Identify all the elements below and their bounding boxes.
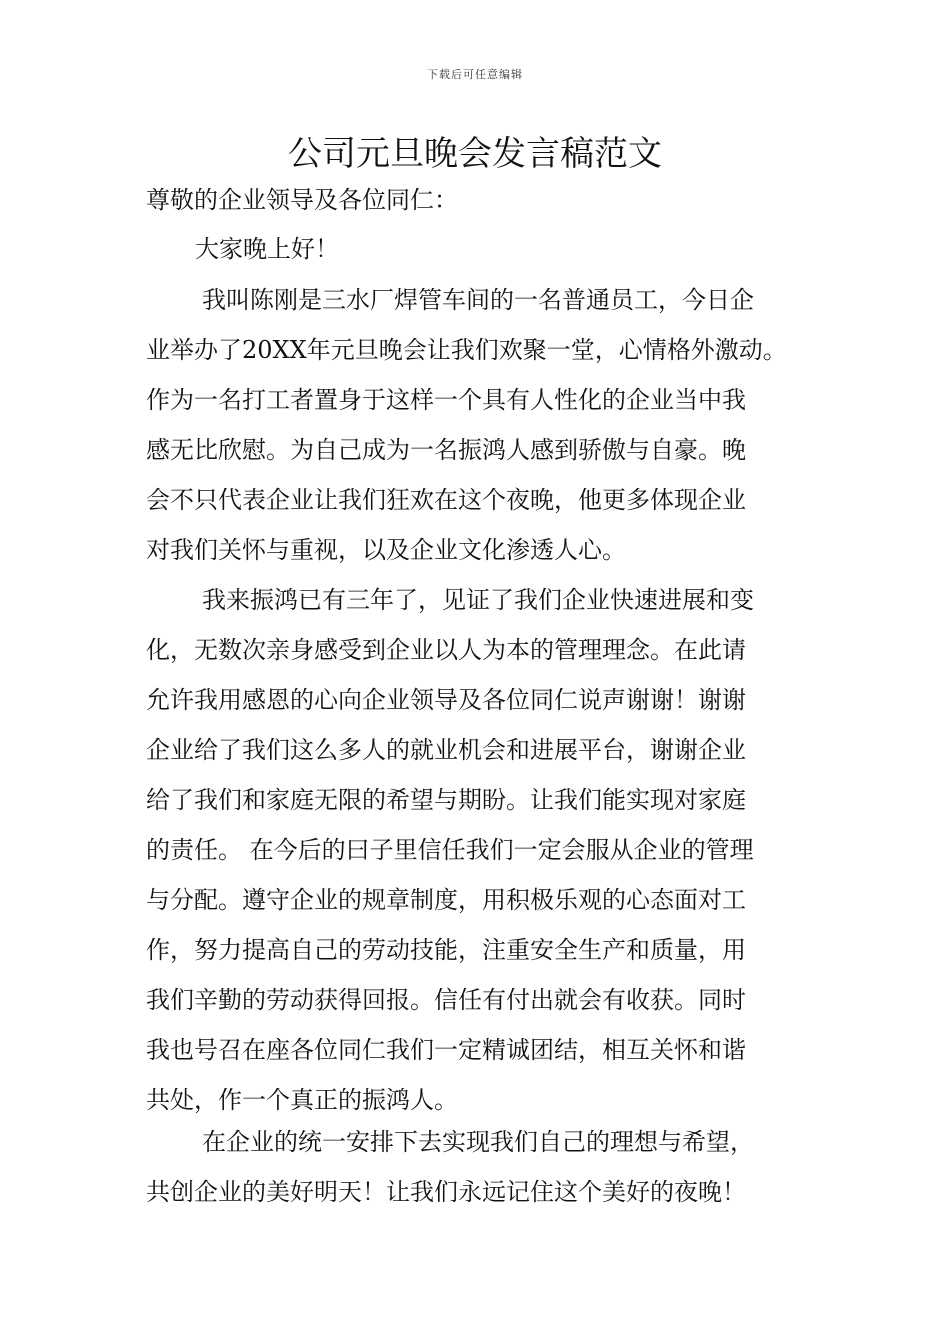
paragraph-line: 业举办了20XX年元旦晚会让我们欢聚一堂，心情格外激动。	[146, 336, 787, 364]
paragraph-line: 作，努力提高自己的劳动技能，注重安全生产和质量，用	[146, 936, 746, 964]
paragraph-line: 与分配。遵守企业的规章制度，用积极乐观的心态面对工	[146, 886, 746, 914]
paragraph-line: 我叫陈刚是三水厂焊管车间的一名普通员工，今日企	[202, 286, 754, 314]
paragraph-1	[146, 275, 836, 575]
paragraph-line: 给了我们和家庭无限的希望与期盼。让我们能实现对家庭	[146, 786, 746, 814]
paragraph-3	[146, 1117, 836, 1217]
greeting: 大家晚上好！	[195, 235, 339, 263]
paragraph-line: 化，无数次亲身感受到企业以人为本的管理理念。在此请	[146, 636, 746, 664]
paragraph-line: 在企业的统一安排下去实现我们自己的理想与希望，	[202, 1128, 754, 1156]
paragraph-line: 企业给了我们这么多人的就业机会和进展平台，谢谢企业	[146, 736, 746, 764]
header-note: 下载后可任意编辑	[427, 68, 523, 81]
paragraph-line: 的责任。 在今后的曰子里信任我们一定会服从企业的管理	[146, 836, 754, 864]
paragraph-2	[146, 575, 836, 1125]
paragraph-line: 我们辛勤的劳动获得回报。信任有付出就会有收获。同时	[146, 986, 746, 1014]
paragraph-line: 对我们关怀与重视，以及企业文化渗透人心。	[146, 536, 626, 564]
paragraph-line: 共创企业的美好明天！让我们永远记住这个美好的夜晚！	[146, 1178, 746, 1206]
document-title: 公司元旦晚会发言稿范文	[288, 134, 662, 174]
salutation: 尊敬的企业领导及各位同仁：	[146, 186, 458, 214]
paragraph-line: 感无比欣慰。为自己成为一名振鸿人感到骄傲与自豪。晚	[146, 436, 746, 464]
paragraph-line: 会不只代表企业让我们狂欢在这个夜晚，他更多体现企业	[146, 486, 746, 514]
paragraph-line: 作为一名打工者置身于这样一个具有人性化的企业当中我	[146, 386, 746, 414]
paragraph-line: 允许我用感恩的心向企业领导及各位同仁说声谢谢！谢谢	[146, 686, 746, 714]
paragraph-line: 我来振鸿已有三年了，见证了我们企业快速进展和变	[202, 586, 754, 614]
paragraph-line: 共处，作一个真正的振鸿人。	[146, 1086, 458, 1114]
paragraph-line: 我也号召在座各位同仁我们一定精诚团结，相互关怀和谐	[146, 1036, 746, 1064]
